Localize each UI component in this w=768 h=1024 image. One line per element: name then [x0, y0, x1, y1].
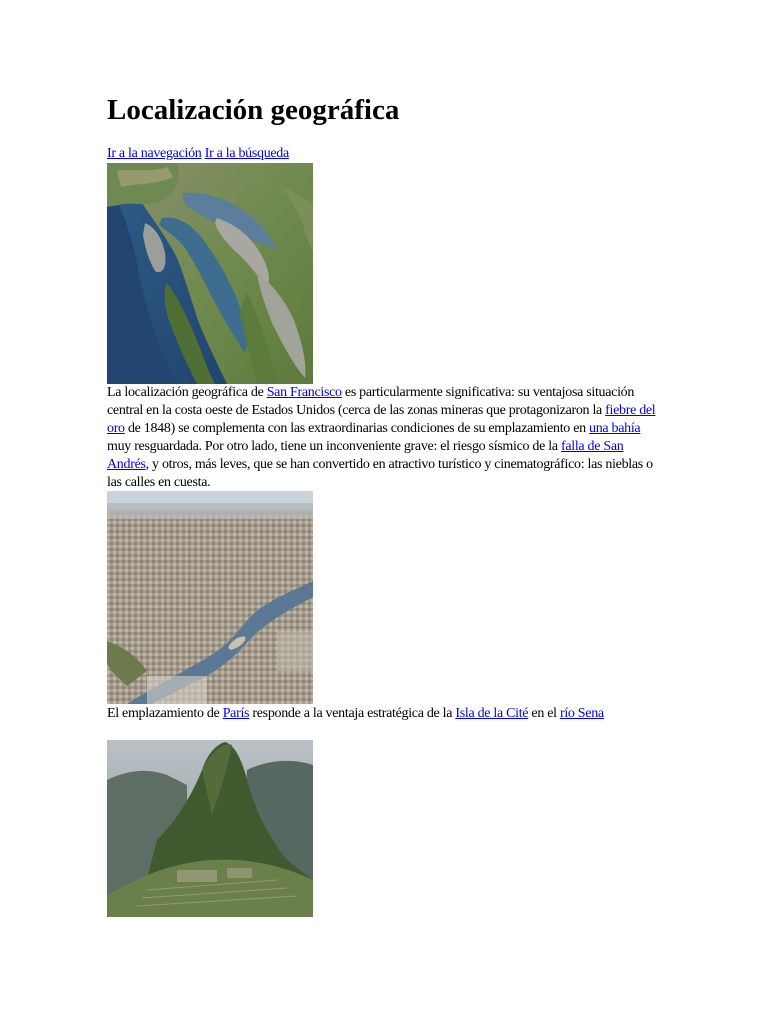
paragraph-text: de 1848) se complementa con las extraordinarias condiciones de su emplazamiento en	[124, 421, 590, 436]
paris-paragraph	[107, 705, 657, 723]
paragraph-text: El emplazamiento de	[107, 706, 223, 721]
inline-link[interactable]: falla de San Andrés	[107, 439, 624, 472]
machu-picchu-mountain-photo	[107, 740, 313, 917]
paragraph-text: es particularmente significativa: su ventajosa situación central en la costa oeste de Estados Unidos (cerca de las zonas mineras que protagonizaron la	[107, 385, 635, 418]
inline-link[interactable]: Isla de la Cité	[455, 706, 529, 721]
inline-link[interactable]: fiebre del oro	[107, 403, 656, 436]
paragraph-text: , y otros, más leves, que se han convertido en atractivo turístico y cinematográfico: las nieblas o las calles en cuesta.	[107, 457, 653, 490]
paragraph-text: responde a la ventaja estratégica de la	[249, 706, 456, 721]
san-francisco-paragraph	[107, 384, 657, 492]
search-link[interactable]: Ir a la búsqueda	[204, 146, 289, 161]
san-francisco-bay-image	[107, 163, 313, 384]
machu-picchu-image	[107, 740, 313, 917]
jump-links	[107, 145, 289, 163]
paris-image	[107, 491, 313, 704]
paris-seine-aerial-photo	[107, 491, 313, 704]
inline-link[interactable]: una bahía	[589, 421, 641, 436]
paragraph-text: muy resguardada. Por otro lado, tiene un inconveniente grave: el riesgo sísmico de la	[107, 439, 561, 454]
inline-link[interactable]: París	[222, 706, 250, 721]
page-title: Localización geográfica	[107, 94, 400, 126]
san-francisco-bay-satellite-image	[107, 163, 313, 384]
navigation-link[interactable]: Ir a la navegación	[107, 146, 202, 161]
paragraph-text: en el	[528, 706, 560, 721]
inline-link[interactable]: río Sena	[559, 706, 604, 721]
paragraph-text: La localización geográfica de	[107, 385, 267, 400]
inline-link[interactable]: San Francisco	[266, 385, 342, 400]
